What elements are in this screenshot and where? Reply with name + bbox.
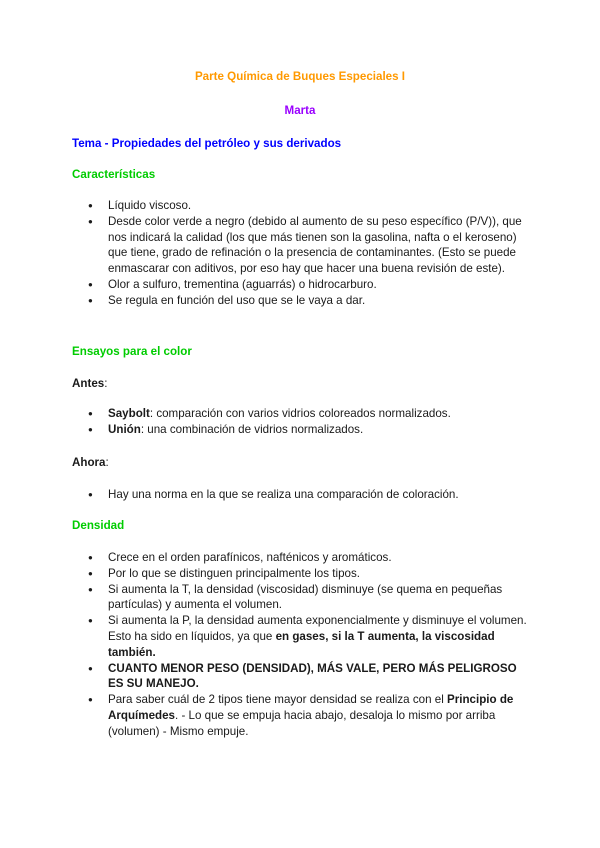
archimedes-text-b: . - Lo que se empuja hacia abajo, desaloja lo mismo por arriba (volumen) - Mismo empuje.: [108, 708, 496, 738]
list-item: ● Olor a sulfuro, trementina (aguarrás) o hidrocarburo.: [88, 277, 528, 293]
list-item: ● Hay una norma en la que se realiza una comparación de coloración.: [88, 487, 528, 503]
list-item: ● Crece en el orden parafínicos, nafténicos y aromáticos.: [88, 550, 528, 566]
density-heading: Densidad: [72, 519, 125, 532]
density-list: [88, 550, 528, 740]
caps-item-text: CUANTO MENOR PESO (DENSIDAD), MÁS VALE, PERO MÁS PELIGROSO ES SU MANEJO.: [108, 661, 517, 691]
list-item: ● Por lo que se distinguen principalmente los tipos.: [88, 566, 528, 582]
archimedes-text-a: Para saber cuál de 2 tipos tiene mayor densidad se realiza con el: [108, 693, 447, 707]
density-note-bold: en gases, si la T aumenta, la viscosidad también.: [108, 629, 495, 659]
list-item: [88, 661, 528, 693]
author-name: Marta: [284, 104, 316, 117]
characteristics-list: [88, 198, 528, 309]
list-item: [88, 406, 528, 422]
document-title: Parte Química de Buques Especiales I: [194, 70, 406, 83]
list-item: [88, 692, 528, 739]
list-item-text: : una combinación de vidrios normalizados.: [140, 422, 364, 436]
characteristics-heading: Características: [72, 168, 156, 181]
list-item-term: Saybolt: [108, 407, 150, 420]
before-list: [88, 406, 528, 438]
now-label-text: Ahora: [72, 456, 106, 469]
list-item: ● Líquido viscoso.: [88, 198, 528, 214]
now-list: [88, 487, 528, 503]
color-tests-heading: Ensayos para el color: [72, 345, 192, 358]
density-note-text: Esto ha sido en líquidos, ya que: [108, 629, 276, 643]
list-item: ● Si aumenta la P, la densidad aumenta exponencialmente y disminuye el volumen.: [88, 613, 528, 629]
list-item: ● Desde color verde a negro (debido al aumento de su peso específico (P/V)), que nos indicará la calidad (los que más tienen son la gasolina, nafta o el keroseno) que tiene, grado de refinación o la presencia de contaminantes. (Esto se puede enmascarar con aditivos, por eso hay que hacer una buena revisión de este).: [88, 214, 528, 277]
list-item-text: : comparación con varios vidrios coloreados normalizados.: [149, 407, 451, 420]
list-item: ● Se regula en función del uso que se le vaya a dar.: [88, 293, 528, 309]
list-item: ● Si aumenta la T, la densidad (viscosidad) disminuye (se quema en pequeñas partículas) y aumenta el volumen.: [88, 582, 528, 614]
archimedes-term: Principio de Arquímedes: [108, 693, 514, 722]
now-label: Ahora:: [72, 456, 109, 469]
before-label: Antes:: [72, 377, 108, 390]
list-item-term: Unión: [108, 422, 141, 436]
density-note: [88, 629, 528, 661]
before-label-text: Antes: [72, 377, 105, 390]
list-item: [88, 422, 528, 438]
topic-heading: Tema - Propiedades del petróleo y sus derivados: [72, 137, 342, 150]
